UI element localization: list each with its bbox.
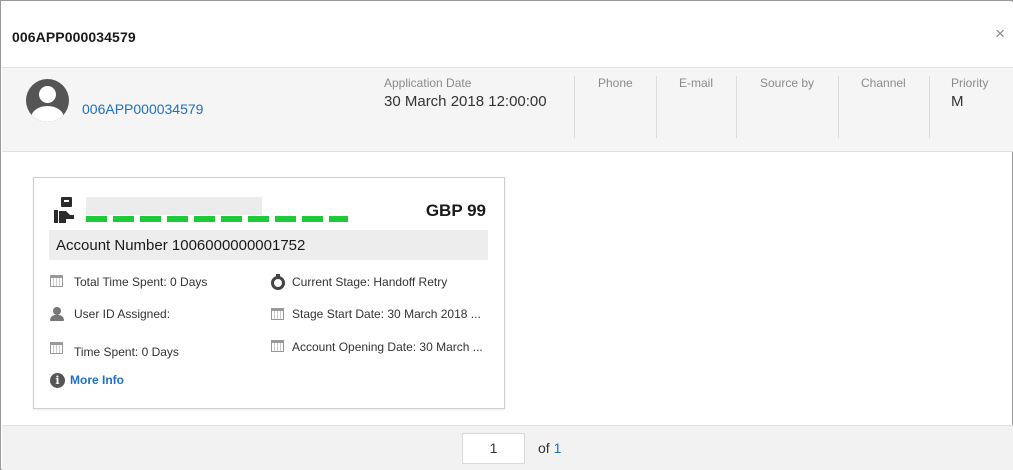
page-number-input[interactable]: 1 (462, 433, 525, 464)
account-card[interactable] (33, 177, 505, 409)
source-column (760, 76, 814, 136)
user-avatar-icon (26, 79, 69, 122)
dialog-title: 006APP000034579 (12, 29, 136, 45)
wallet-icon (52, 197, 74, 223)
info-icon[interactable]: i (50, 373, 65, 388)
priority-value: M (951, 93, 964, 110)
account-number: Account Number 1006000000001752 (56, 237, 306, 254)
calendar-icon (271, 340, 284, 352)
divider (929, 76, 930, 138)
application-date-column (384, 76, 547, 136)
current-stage: Current Stage: Handoff Retry (292, 275, 448, 289)
application-date-value: 30 March 2018 12:00:00 (384, 93, 547, 110)
total-time-spent: Total Time Spent: 0 Days (74, 275, 208, 289)
channel-column (861, 76, 906, 136)
channel-label: Channel (861, 76, 906, 90)
phone-label: Phone (598, 76, 633, 90)
application-date-label: Application Date (384, 76, 472, 90)
divider (736, 76, 737, 138)
calendar-icon (50, 275, 63, 287)
of-label: of (538, 440, 550, 456)
calendar-icon (271, 308, 284, 320)
calendar-icon (50, 342, 63, 354)
source-label: Source by (760, 76, 815, 90)
time-spent: Time Spent: 0 Days (74, 345, 179, 359)
stage-start-date: Stage Start Date: 30 March 2018 ... (292, 307, 481, 321)
user-icon (50, 307, 64, 321)
divider (838, 76, 839, 138)
email-label: E-mail (679, 76, 714, 90)
pagination-bar (2, 425, 1013, 470)
account-number-bar (49, 230, 488, 260)
application-id-link[interactable]: 006APP000034579 (82, 101, 204, 117)
priority-label: Priority (951, 76, 989, 90)
application-header (2, 68, 1013, 152)
close-icon[interactable]: × (995, 24, 1005, 43)
stopwatch-icon (271, 274, 285, 290)
amount-value: GBP 99 (425, 201, 486, 220)
dialog-title-bar (2, 2, 1013, 68)
more-info-link[interactable]: More Info (70, 373, 124, 387)
user-id-assigned: User ID Assigned: (74, 307, 171, 321)
phone-column (598, 76, 633, 136)
divider (656, 76, 657, 138)
account-opening-date: Account Opening Date: 30 March ... (292, 340, 483, 354)
progress-dash-line (86, 216, 348, 222)
divider (574, 76, 575, 138)
page-total (538, 440, 561, 456)
total-pages-link[interactable]: 1 (553, 440, 562, 456)
priority-column (951, 76, 988, 136)
masked-name (86, 197, 262, 215)
email-column (679, 76, 713, 136)
